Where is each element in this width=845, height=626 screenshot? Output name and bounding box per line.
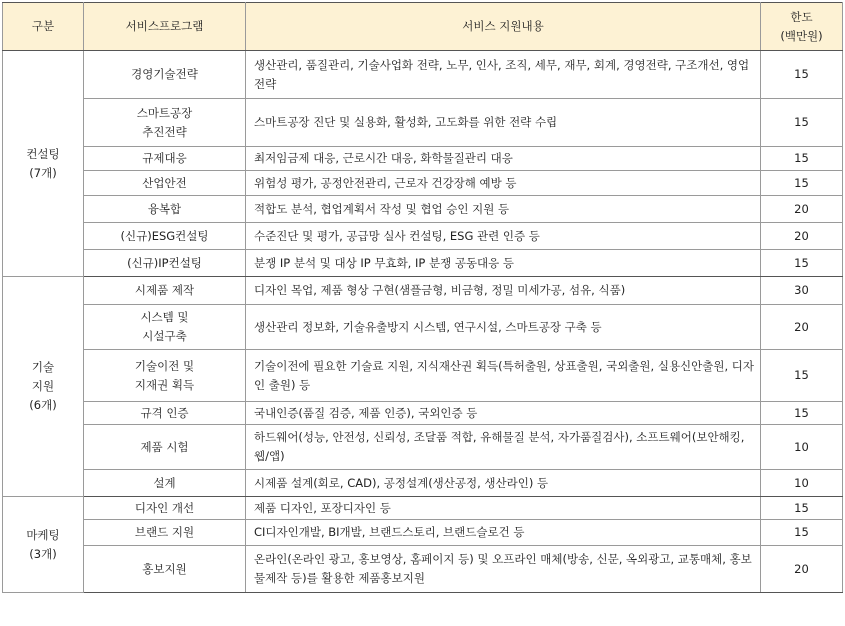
program-cell — [84, 497, 246, 520]
table-row — [3, 546, 843, 593]
table-row — [3, 171, 843, 196]
limit-cell: 15 — [761, 497, 843, 520]
limit-cell: 20 — [761, 305, 843, 350]
table-row — [3, 520, 843, 546]
program-label: 규격 인증 — [140, 405, 189, 420]
content-cell: 수준진단 및 평가, 공급망 실사 컨설팅, ESG 관련 인증 등 — [246, 223, 761, 250]
limit-cell: 15 — [761, 402, 843, 425]
table-row — [3, 99, 843, 147]
limit-cell: 15 — [761, 171, 843, 196]
program-label: 디자인 개선 — [134, 500, 195, 515]
content-cell: 적합도 분석, 협업계획서 작성 및 협업 승인 지원 등 — [246, 196, 761, 223]
category-label: 기술 — [31, 360, 55, 374]
program-label: 시스템 및 — [140, 310, 189, 324]
table-row — [3, 470, 843, 497]
table-row — [3, 250, 843, 277]
table-row — [3, 223, 843, 250]
content-cell: 기술이전에 필요한 기술료 지원, 지식재산권 획득(특허출원, 상표출원, 국외출원, 실용신안출원, 디자인 출원) 등 — [246, 350, 761, 402]
limit-cell: 10 — [761, 425, 843, 470]
category-cell — [3, 497, 84, 593]
limit-cell: 20 — [761, 196, 843, 223]
program-cell — [84, 277, 246, 305]
program-label: 규제대응 — [142, 151, 187, 165]
header-category: 구분 — [3, 3, 84, 51]
program-label: 추진전략 — [142, 124, 187, 139]
program-cell — [84, 147, 246, 171]
header-limit-line1: 한도 — [790, 9, 813, 24]
limit-cell: 15 — [761, 250, 843, 277]
table-row — [3, 350, 843, 402]
content-cell: 스마트공장 진단 및 실용화, 활성화, 고도화를 위한 전략 수립 — [246, 99, 761, 147]
limit-cell: 20 — [761, 546, 843, 593]
program-label: 지재권 획득 — [134, 377, 195, 392]
content-cell: 디자인 목업, 제품 형상 구현(샘플금형, 비금형, 정밀 미세가공, 섬유, 식품) — [246, 277, 761, 305]
table-row — [3, 147, 843, 171]
program-cell — [84, 470, 246, 497]
content-cell: 제품 디자인, 포장디자인 등 — [246, 497, 761, 520]
content-cell: 생산관리, 품질관리, 기술사업화 전략, 노무, 인사, 조직, 세무, 재무, 회계, 경영전략, 구조개선, 영업전략 — [246, 51, 761, 99]
table-body — [3, 51, 843, 593]
content-cell: 시제품 설계(회로, CAD), 공정설계(생산공정, 생산라인) 등 — [246, 470, 761, 497]
program-label: 경영기술전략 — [131, 67, 198, 81]
limit-cell: 15 — [761, 147, 843, 171]
program-cell — [84, 51, 246, 99]
category-label: 마케팅 — [26, 527, 60, 542]
header-program: 서비스프로그램 — [84, 3, 246, 51]
program-label: 기술이전 및 — [134, 358, 195, 373]
header-limit — [761, 3, 843, 51]
limit-cell: 20 — [761, 223, 843, 250]
category-cell — [3, 51, 84, 277]
service-table — [2, 2, 843, 593]
program-cell — [84, 171, 246, 196]
content-cell: 온라인(온라인 광고, 홍보영상, 홈페이지 등) 및 오프라인 매체(방송, 신문, 옥외광고, 교통매체, 홍보물제작 등)를 활용한 제품홍보지원 — [246, 546, 761, 593]
program-cell — [84, 196, 246, 223]
table-row — [3, 51, 843, 99]
program-cell — [84, 250, 246, 277]
category-label: (3개) — [29, 546, 57, 561]
category-label: 컨설팅 — [26, 146, 60, 161]
program-label: (신규)IP컨설팅 — [127, 255, 202, 270]
header-content: 서비스 지원내용 — [246, 3, 761, 51]
content-cell: 생산관리 정보화, 기술유출방지 시스템, 연구시설, 스마트공장 구축 등 — [246, 305, 761, 350]
content-cell: 하드웨어(성능, 안전성, 신뢰성, 조달품 적합, 유해물질 분석, 자가품질검사), 소프트웨어(보안해킹, 웹/앱) — [246, 425, 761, 470]
program-cell — [84, 99, 246, 147]
program-cell — [84, 546, 246, 593]
content-cell: 국내인증(품질 검증, 제품 인증), 국외인증 등 — [246, 402, 761, 425]
program-label: 홍보지원 — [142, 561, 187, 576]
limit-cell: 30 — [761, 277, 843, 305]
content-cell: 분쟁 IP 분석 및 대상 IP 무효화, IP 분쟁 공동대응 등 — [246, 250, 761, 277]
program-cell — [84, 402, 246, 425]
program-label: 산업안전 — [142, 175, 187, 190]
program-label: 스마트공장 — [136, 105, 193, 120]
table-header-row — [3, 3, 843, 51]
program-label: 융복합 — [147, 201, 182, 216]
program-label: 설계 — [153, 475, 176, 490]
program-cell — [84, 350, 246, 402]
table-row — [3, 305, 843, 350]
category-label: 지원 — [31, 379, 55, 393]
table-row — [3, 497, 843, 520]
table-row — [3, 425, 843, 470]
limit-cell: 15 — [761, 99, 843, 147]
header-limit-line2: (백만원) — [780, 28, 823, 43]
program-label: 제품 시험 — [140, 439, 189, 454]
category-label: (7개) — [29, 165, 57, 180]
program-cell — [84, 305, 246, 350]
content-cell: 최저임금제 대응, 근로시간 대응, 화학물질관리 대응 — [246, 147, 761, 171]
limit-cell: 10 — [761, 470, 843, 497]
program-cell — [84, 425, 246, 470]
limit-cell: 15 — [761, 350, 843, 402]
program-cell — [84, 223, 246, 250]
category-label: (6개) — [29, 398, 57, 412]
limit-cell: 15 — [761, 520, 843, 546]
program-label: 시제품 제작 — [134, 283, 195, 297]
table-row — [3, 402, 843, 425]
table-row — [3, 277, 843, 305]
program-label: 브랜드 지원 — [134, 525, 195, 539]
content-cell: CI디자인개발, BI개발, 브랜드스토리, 브랜드슬로건 등 — [246, 520, 761, 546]
limit-cell: 15 — [761, 51, 843, 99]
table-row — [3, 196, 843, 223]
content-cell: 위험성 평가, 공정안전관리, 근로자 건강장해 예방 등 — [246, 171, 761, 196]
program-cell — [84, 520, 246, 546]
category-cell — [3, 277, 84, 497]
program-label: (신규)ESG컨설팅 — [120, 228, 209, 243]
program-label: 시설구축 — [142, 329, 187, 343]
